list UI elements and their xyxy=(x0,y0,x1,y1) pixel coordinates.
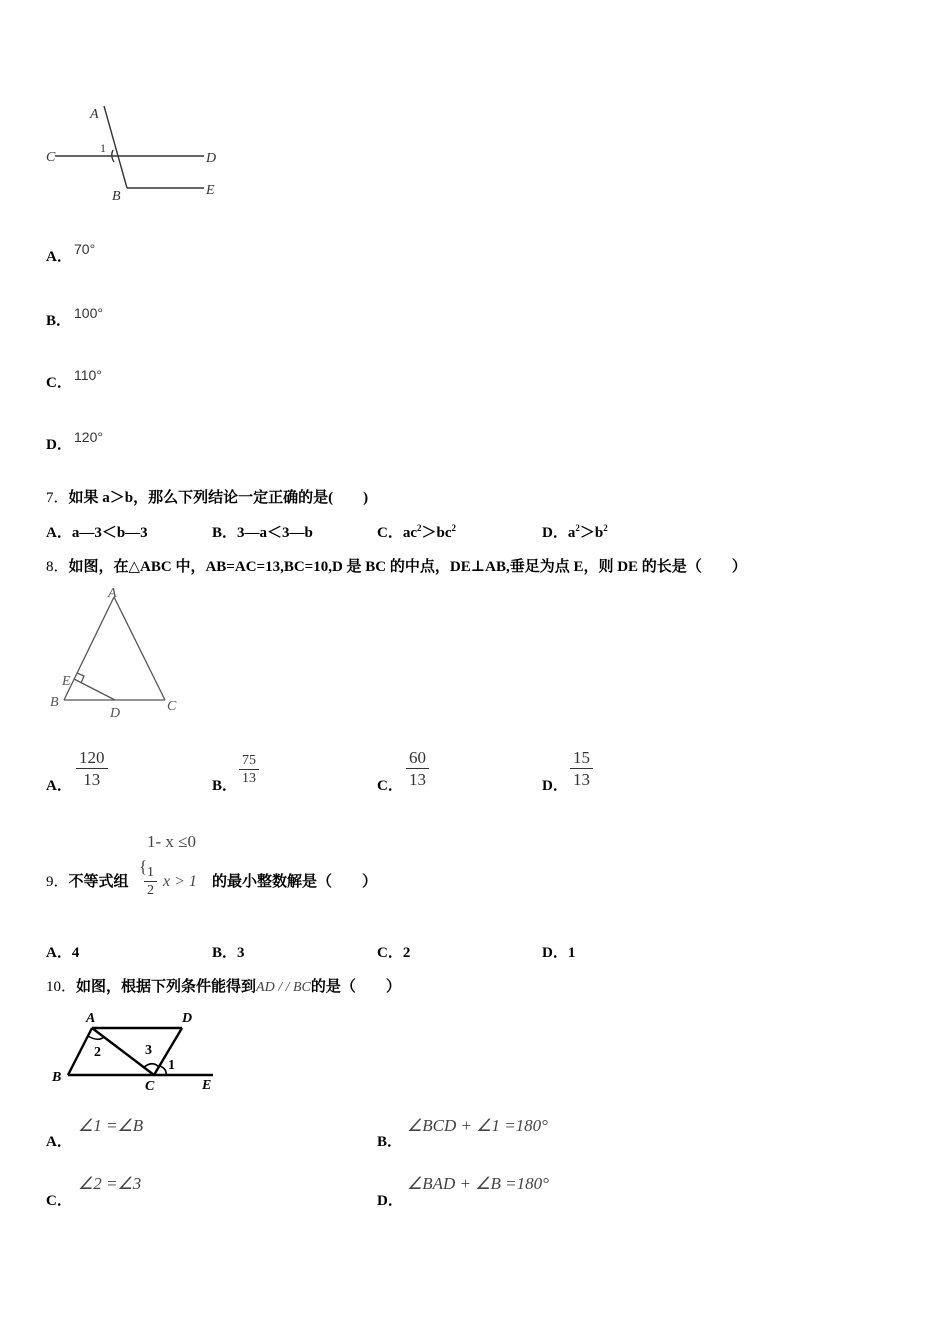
q7-option-a[interactable] xyxy=(46,521,148,542)
question-number: 10． xyxy=(46,979,77,995)
q9-system-brace: { xyxy=(139,857,148,876)
q7-option-b[interactable] xyxy=(212,521,313,542)
numerator: 75 xyxy=(239,752,259,770)
option-fraction xyxy=(239,752,259,787)
option-fraction xyxy=(570,748,593,791)
option-letter: C． xyxy=(377,778,403,794)
denominator: 13 xyxy=(409,770,426,789)
option-letter: B． xyxy=(212,525,238,541)
superscript: 2 xyxy=(575,523,580,533)
label-2: 2 xyxy=(94,1045,101,1060)
label-a: A xyxy=(108,586,117,601)
q9-stem-before xyxy=(46,870,129,891)
option-letter: A． xyxy=(46,525,72,541)
label-b: B xyxy=(50,695,59,710)
option-letter: A． xyxy=(46,778,72,794)
label-b: B xyxy=(112,189,121,204)
option-text: 4 xyxy=(71,945,80,961)
option-text: 3 xyxy=(237,945,245,961)
q8-figure xyxy=(44,585,194,720)
option-letter: B． xyxy=(46,313,72,329)
q9-system-line2: x > 1 xyxy=(163,873,197,890)
option-text: 2 xyxy=(402,945,411,961)
denominator: 2 xyxy=(147,883,154,898)
numerator: 60 xyxy=(406,748,429,769)
q6-option-a[interactable] xyxy=(46,241,96,266)
question-number: 7． xyxy=(46,490,69,506)
label-b: B xyxy=(52,1070,62,1085)
q7-stem xyxy=(46,486,368,507)
question-text: 不等式组 xyxy=(68,874,129,890)
label-a: A xyxy=(90,107,99,122)
numerator: 120 xyxy=(76,748,108,769)
option-text-mid: ＞b xyxy=(579,525,604,541)
q10-parallel-math: AD / / BC xyxy=(256,980,311,995)
q8-stem xyxy=(46,555,747,576)
q9-system-fraction xyxy=(144,864,157,899)
question-number: 9． xyxy=(46,874,69,890)
label-d: D xyxy=(206,151,217,166)
option-letter: D． xyxy=(542,945,568,961)
option-fraction xyxy=(406,748,429,791)
denominator: 13 xyxy=(83,770,101,789)
label-d: D xyxy=(110,706,121,720)
option-text: a—3＜b—3 xyxy=(71,525,148,541)
question-text: 如果 a＞b，那么下列结论一定正确的是( ) xyxy=(68,490,369,506)
side-ab xyxy=(64,597,114,700)
superscript: 2 xyxy=(417,523,422,533)
option-text-base: ac xyxy=(402,525,418,541)
label-c: C xyxy=(145,1079,155,1094)
q10-stem xyxy=(46,975,401,996)
option-text: 3—a＜3—b xyxy=(237,525,313,541)
q6-figure xyxy=(40,100,240,210)
q10-figure xyxy=(48,1006,228,1096)
option-letter: C． xyxy=(46,375,72,391)
label-1: 1 xyxy=(168,1058,175,1073)
option-letter: D． xyxy=(377,1193,403,1209)
label-c: C xyxy=(167,699,177,714)
label-1: 1 xyxy=(100,141,106,155)
option-letter: A． xyxy=(46,249,72,265)
option-letter: B． xyxy=(212,945,238,961)
line-ab xyxy=(104,106,127,188)
q10-figure-lines xyxy=(68,1028,213,1075)
q7-option-d[interactable] xyxy=(542,521,608,542)
q9-option-a[interactable] xyxy=(46,941,79,962)
option-text-mid: ＞bc xyxy=(421,525,452,541)
q8-figure-lines xyxy=(64,597,165,700)
label-d: D xyxy=(182,1011,193,1026)
denominator: 13 xyxy=(573,770,590,789)
numerator: 1 xyxy=(144,864,157,882)
option-math: ∠BAD + ∠B =180° xyxy=(407,1174,549,1193)
label-a: A xyxy=(86,1011,96,1026)
option-value: 100° xyxy=(74,305,103,321)
label-e: E xyxy=(62,674,71,689)
superscript: 2 xyxy=(451,523,457,533)
option-letter: D． xyxy=(46,437,72,453)
question-text: 如图，根据下列条件能得到 xyxy=(76,979,257,995)
denominator: 13 xyxy=(242,771,256,786)
option-letter: C． xyxy=(377,945,403,961)
label-e: E xyxy=(206,183,215,198)
option-math: ∠BCD + ∠1 =180° xyxy=(407,1116,548,1135)
option-value: 120° xyxy=(74,429,103,445)
option-letter: C． xyxy=(46,1193,72,1209)
angle-1-arc xyxy=(160,1066,166,1075)
option-math: ∠2 =∠3 xyxy=(78,1174,142,1193)
q9-option-b[interactable] xyxy=(212,941,245,962)
question-number: 8． xyxy=(46,559,69,575)
question-text-after: 的是（ ） xyxy=(310,979,401,995)
label-e: E xyxy=(202,1078,212,1093)
label-c: C xyxy=(46,150,56,165)
q9-option-c[interactable] xyxy=(377,941,410,962)
superscript: 2 xyxy=(603,523,608,533)
q9-stem-after: 的最小整数解是（ ） xyxy=(212,874,378,890)
option-letter: D． xyxy=(542,525,568,541)
option-letter: B． xyxy=(377,1134,403,1150)
option-letter: D． xyxy=(542,778,568,794)
option-text: 1 xyxy=(567,945,576,961)
question-text: 如图，在△ABC 中，AB=AC=13,BC=10,D 是 BC 的中点，DE⊥AB,垂足为点 E，则 DE 的长是（ ） xyxy=(68,559,747,575)
segment-de xyxy=(74,679,115,700)
option-value: 70° xyxy=(74,241,96,257)
q6-option-b[interactable] xyxy=(46,305,103,330)
q6-option-d[interactable] xyxy=(46,429,103,454)
option-fraction xyxy=(76,748,108,791)
numerator: 15 xyxy=(570,748,593,769)
side-ab xyxy=(68,1028,92,1075)
option-text-base: a xyxy=(567,525,576,541)
q9-system-line1: 1- x ≤0 xyxy=(147,832,196,851)
option-letter: A． xyxy=(46,945,72,961)
q7-option-c[interactable] xyxy=(377,521,456,542)
option-math: ∠1 =∠B xyxy=(78,1116,144,1135)
label-3: 3 xyxy=(145,1043,152,1058)
q6-figure-lines xyxy=(55,106,204,188)
option-letter: A． xyxy=(46,1134,72,1150)
option-letter: C． xyxy=(377,525,403,541)
q6-option-c[interactable] xyxy=(46,367,102,392)
side-ac xyxy=(114,597,165,700)
q9-option-d[interactable] xyxy=(542,941,575,962)
option-letter: B． xyxy=(212,778,238,794)
option-value: 110° xyxy=(74,367,102,383)
